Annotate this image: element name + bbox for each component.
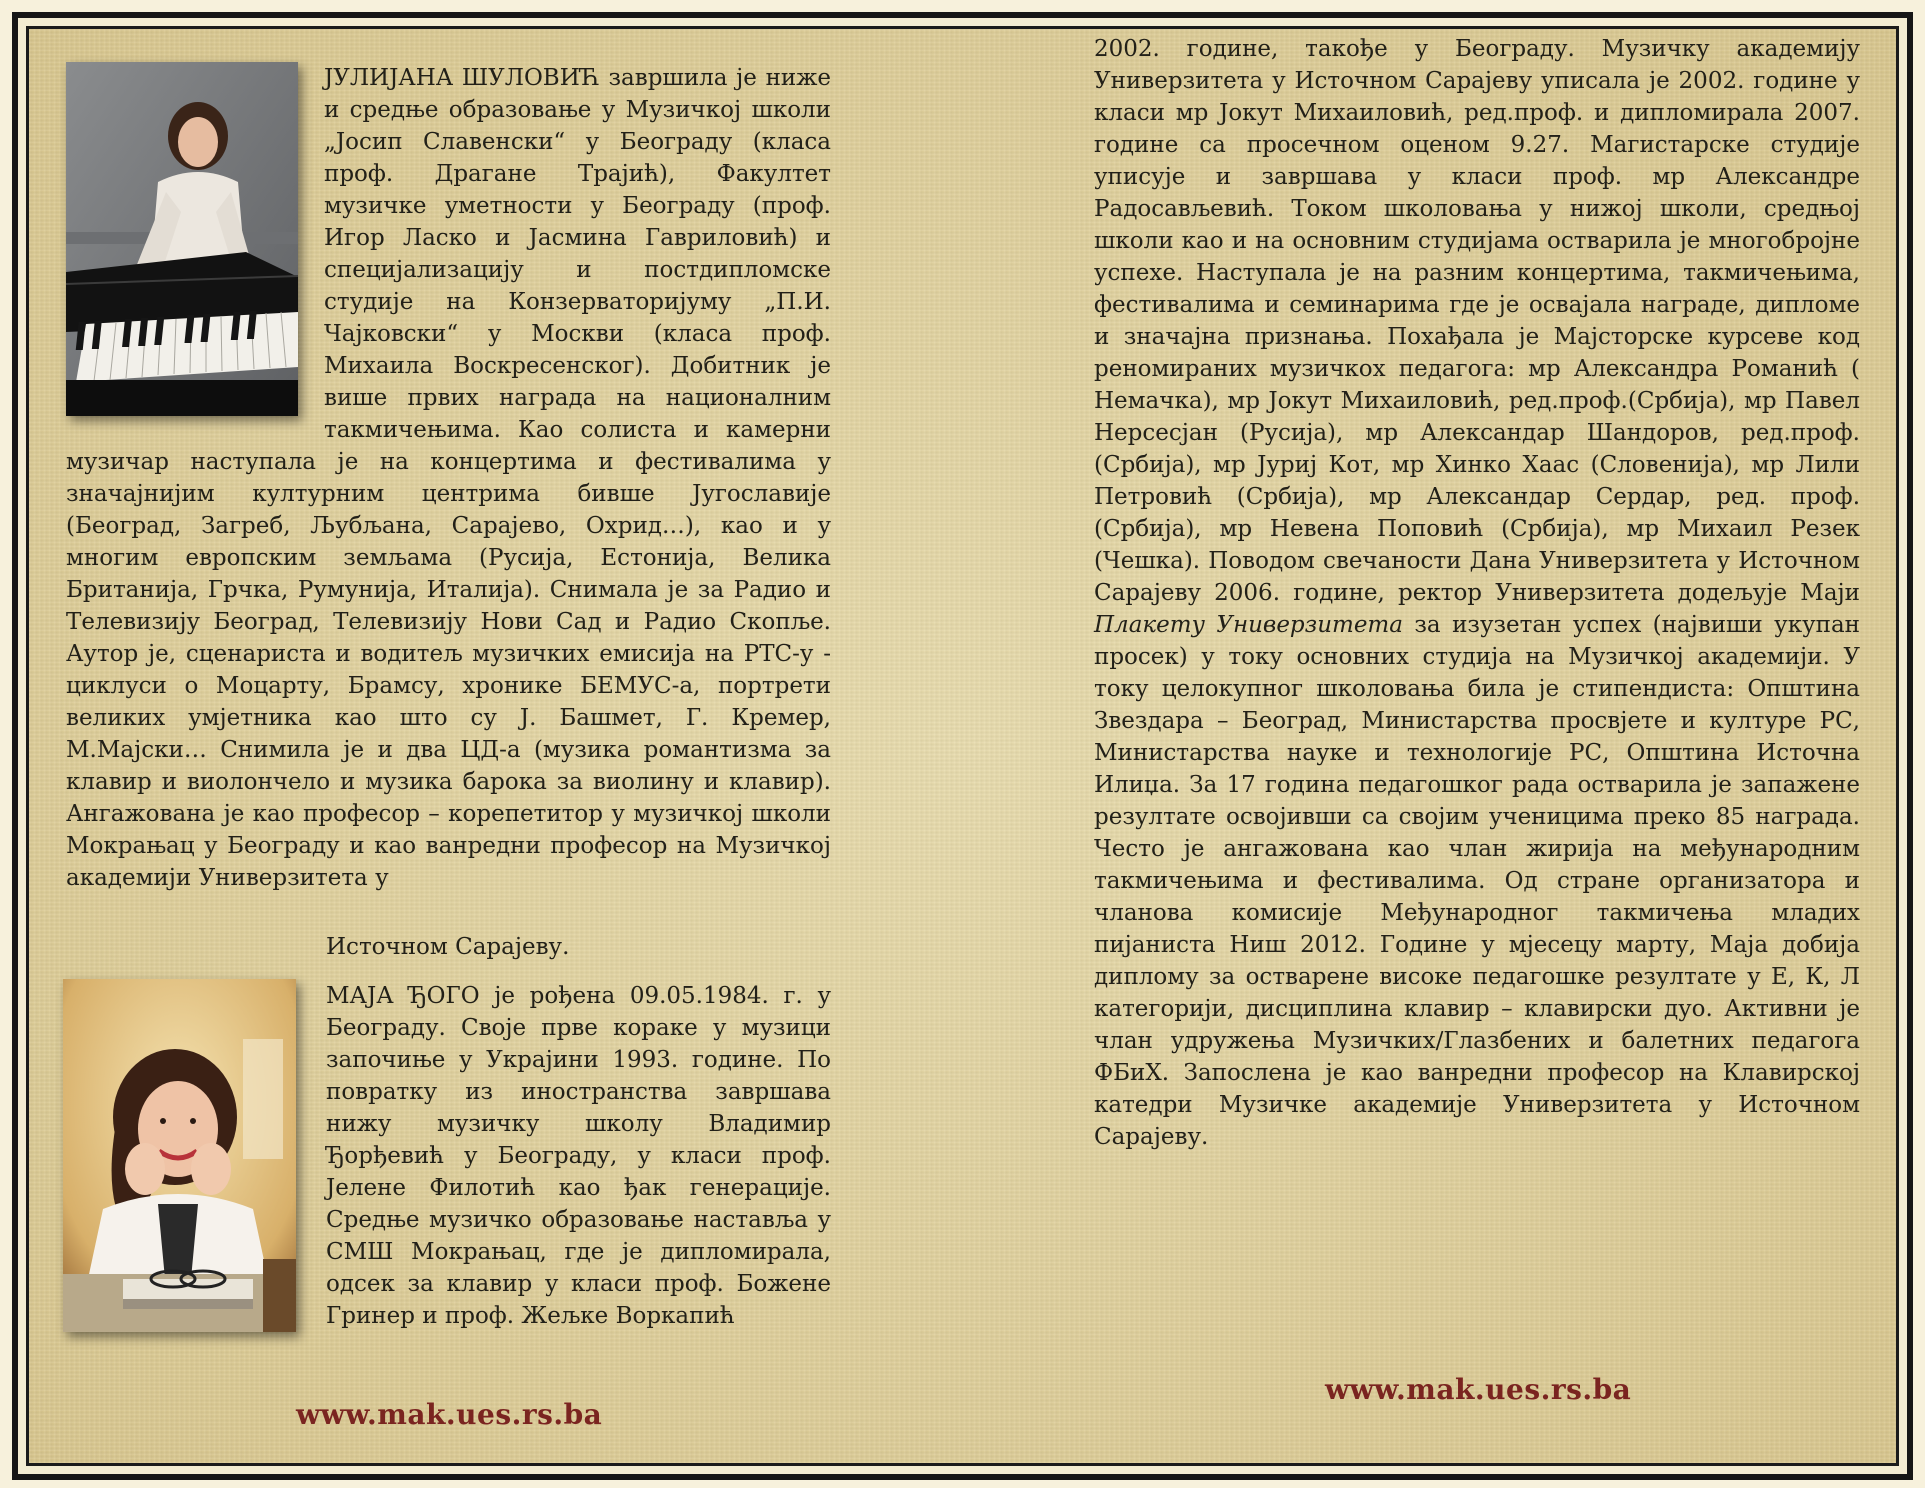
bio-julijana-last-line-text: Источном Сарајеву. (326, 934, 570, 960)
bio-maja-body: је рођена 09.05.1984. г. у Београду. Своје прве кораке у музици започиње у Украјини 1993. године. По повратку из иностранства завршава нижу музичку школу Владимир Ђорђевић у Београду, у класи проф. Јелене Филотић као ђак генерације. Средње музичко образовање наставља у СМШ Мокрањац, где је дипломирала, одсек за клавир у класи проф. Божене Гринер и проф. Жељке Воркапић (326, 983, 832, 1329)
bio-maja-continued-text (1094, 33, 1860, 1153)
bio-maja-name: МАЈА ЂОГО (326, 983, 480, 1009)
bio-maja-continued-part1: 2002. године, такође у Београду. Музичку академију Универзитета у Источном Сарајеву уписала је 2002. године у класи мр Јокут Михаиловић, ред.проф. и дипломирала 2007. године са просечном оценом 9.27. Магистарске студије уписује и завршава у класи проф. мр Александре Радосављевић. Током школовања у нижој школи, средњој школи као и на основним студијама остварила је многобројне успехе. Наступала је на разним концертима, такмичењима, фестивалима и семинарима где је освајала награде, дипломе и значајна признања. Похађала је Мајсторске курсеве код реномираних музичкох педагога: мр Александра Романић ( Немачка), мр Јокут Михаиловић, ред.проф.(Србија), мр Павел Нерсесјан (Русија), мр Александар Шандоров, ред.проф.(Србија), мр Јуриј Кот, мр Хинко Хаас (Словенија), мр Лили Петровић (Србија), мр Александар Сердар, ред. проф.(Србија), мр Невена Поповић (Србија), мр Михаил Резек (Чешка). Поводом свечаности Дана Универзитета у Источном Сарајеву 2006. године, ректор Универзитета додељује Маји (1094, 36, 1860, 606)
bio-julijana-last-line (326, 931, 831, 963)
website-url-left[interactable]: www.mak.ues.rs.ba (296, 1398, 603, 1431)
bio-julijana-body: завршила је ниже и средње образовање у Музичкој школи „Јосип Славенски“ у Београду (класа проф. Драгане Трајић), Факултет музичке уметности у Београду (проф. Игор Ласко и Јасмина Гавриловић) и специјализацију и постдипломске студије на Конзерваторијуму „П.И. Чајковски“ у Москви (класа проф. Михаила Воскресенског). Добитник је више првих награда на националним такмичењима. Као солиста и камерни музичар наступала је на концертима и фестивалима у значајнијим културним центрима бивше Југославије (Београд, Загреб, Љубљана, Сарајево, Охрид…), као и у многим европским земљама (Русија, Естонија, Велика Британија, Грчка, Румунија, Италија). Снимала је за Радио и Телевизију Београд, Телевизију Нови Сад и Радио Скопље. Аутор је, сценариста и водитељ музичких емисија на РТС-у - циклуси о Моцарту, Брамсу, хронике БЕМУС-а, портрети великих умјетника као што су Ј. Башмет, Г. Кремер, М.Мајски… Снимила је и два ЦД-а (музика романтизма за клавир и виолончело и музика барока за виолину и клавир). Ангажована је као професор – корепетитор у музичкој школи Мокрањац у Београду и као ванредни професор на Музичкој академији Универзитета у (66, 65, 831, 891)
photo-maja-portrait (63, 979, 296, 1332)
plaque-italic-text: Плакету Универзитета (1094, 612, 1403, 638)
photo-float-spacer (66, 62, 324, 418)
bio-julijana-name: ЈУЛИЈАНА ШУЛОВИЋ (324, 65, 600, 91)
bio-maja-text (326, 980, 831, 1332)
bio-julijana-text (66, 62, 831, 894)
bio-maja-continued-part2: за изузетан успех (највиши укупан просек) у току основних студија на Музичкој академији. У току целокупног школовања била је стипендиста: Општина Звездара – Београд, Министарства просвјете и културе РС, Министарства науке и технологије РС, Општина Источна Илиџа. За 17 година педагошког рада остварила је запажене резултате освојивши са својим ученицима преко 85 награда. Често је ангажована као члан жирија на међународним такмичењима и фестивалима. Од стране организатора и чланова комисије Међународног такмичења младих пијаниста Ниш 2012. Године у мјесецу марту, Маја добија диплому за остварене високе педагошке резултате у Е, К, Л категорији, дисциплина клавир – клавирски дуо. Активни је члан удружења Музичких/Глазбених и балетних педагога ФБиХ. Запослена је као ванредни професор на Клавирској катедри Музичке академије Универзитета у Источном Сарајеву. (1094, 612, 1860, 1150)
website-url-right[interactable]: www.mak.ues.rs.ba (1325, 1373, 1632, 1406)
